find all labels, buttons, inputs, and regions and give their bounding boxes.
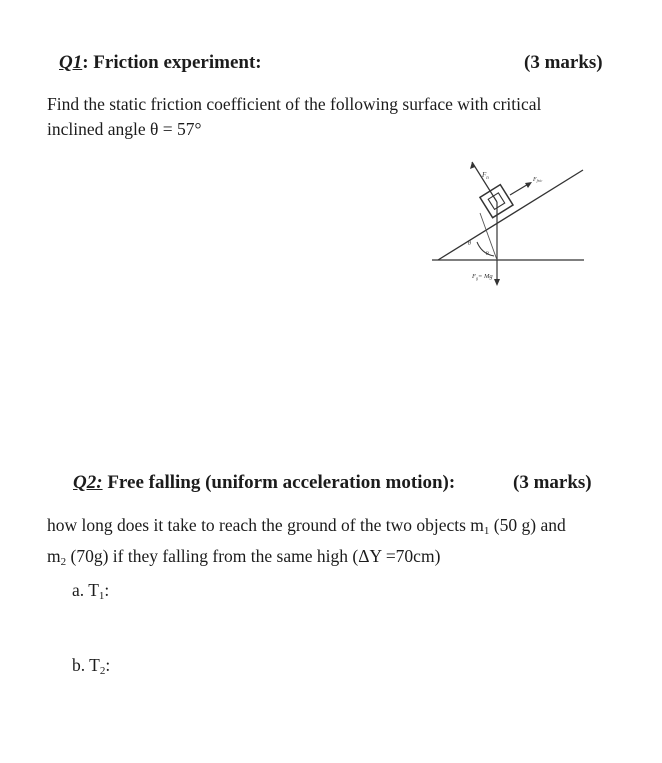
weight-label: $F_g= Mg$ (472, 273, 493, 281)
q1-title: : Friction experiment: (82, 52, 262, 73)
q2-item-a: a. $T_1$: (72, 580, 110, 602)
q1-line-2: inclined angle θ = 57° (47, 119, 202, 139)
q2-title: Free falling (uniform acceleration motion): (102, 472, 456, 493)
q2-line-1: how long does it take to reach the ground of the two objects $m_1$ (50 g) and (47, 515, 566, 537)
normal-force-label: $F_n$ (482, 171, 489, 181)
q2-item-b: b. $T_2$: (72, 655, 111, 677)
q2-heading (73, 472, 455, 494)
incline-line (438, 170, 583, 260)
q1-line-1: Find the static friction coefficient of the following surface with critical (47, 94, 542, 114)
q1-heading (59, 52, 262, 74)
q1-marks: (3 marks) (524, 52, 603, 73)
q2-label: Q2: (73, 472, 103, 493)
friction-label: Ffric (533, 177, 543, 183)
q1-question-text (47, 92, 647, 142)
angle-mark-label: R (486, 252, 490, 257)
incline-diagram (420, 150, 595, 290)
theta-label: θ (468, 241, 471, 247)
weight-arrowhead-icon (494, 279, 500, 286)
normal-force-arrow (472, 162, 497, 202)
q2-question-text (47, 513, 647, 575)
q1-label: Q1 (59, 52, 83, 73)
q2-marks: (3 marks) (513, 472, 592, 493)
q2-line-2: $m_2$ (70g) if they falling from the same high (ΔY =70cm) (47, 546, 441, 568)
